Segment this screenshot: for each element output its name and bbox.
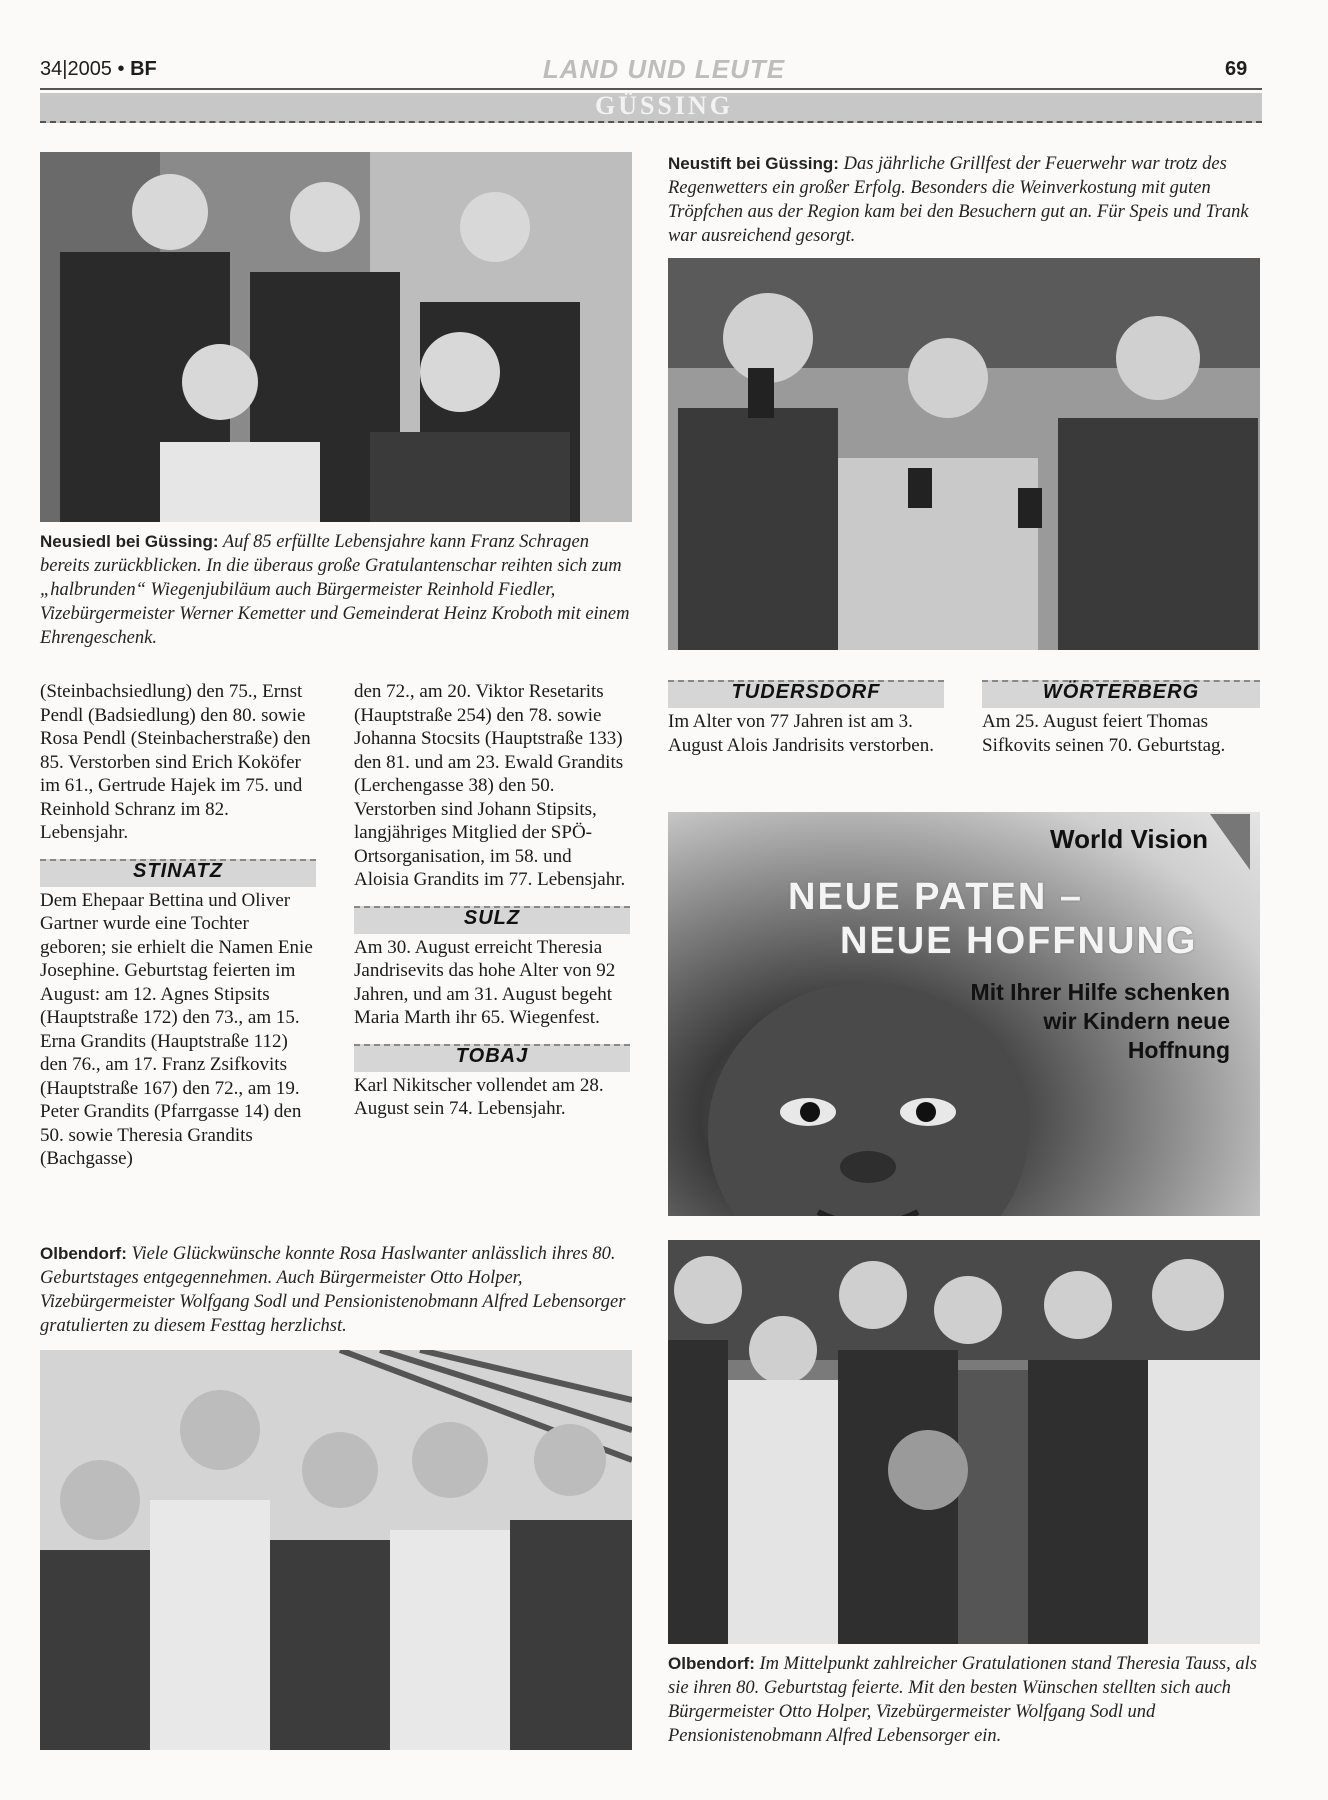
- col2-intro: den 72., am 20. Viktor Resetarits (Hauptstraße 254) den 78. sowie Johanna Stocsits (Hauptstraße 133) den 81. und am 23. Ewald Grandits (Lerchengasse 38) den 50. Verstorben sind Johann Stipsits, langjähriges Mitglied der SPÖ-Ortsorganisation, im 58. und Aloisia Grandits im 77. Lebensjahr.: [354, 681, 626, 890]
- photo-olbendorf-left: [40, 1350, 632, 1750]
- section-tudersdorf: [668, 674, 944, 706]
- caption-neustift-lead: Neustift bei Güssing:: [668, 154, 839, 173]
- caption-neusiedl-lead: Neusiedl bei Güssing:: [40, 532, 219, 551]
- column-4: [982, 674, 1260, 757]
- caption-olbendorf-left-text: Viele Glückwünsche konnte Rosa Haslwanter anlässlich ihres 80. Geburtstages entgegennehmen. Auch Bürgermeister Otto Holper, Vizebürgermeister Wolfgang Sodl und Pensionistenobmann Alfred Lebensorger gratulierten zu diesem Festtag herzlichst.: [40, 1244, 626, 1336]
- stinatz-text: Dem Ehepaar Bettina und Oliver Gartner wurde eine Tochter geboren; sie erhielt die Namen Enie Josephine. Geburtstag feierten im August: am 12. Agnes Stipsits (Hauptstraße 172) den 73., am 15. Erna Grandits (Hauptstraße 112) den 76., am 17. Franz Zsifkovits (Hauptstraße 167) den 72., am 19. Peter Grandits (Pfarrgasse 14) den 50. sowie Theresia Grandits (Bachgasse): [40, 889, 313, 1169]
- photo-neustift-image: [668, 258, 1260, 650]
- caption-neusiedl: [40, 530, 632, 650]
- world-vision-ad[interactable]: [668, 812, 1260, 1216]
- caption-olbendorf-left-lead: Olbendorf:: [40, 1244, 127, 1263]
- sulz-text: Am 30. August erreicht Theresia Jandrisevits das hohe Alter von 92 Jahren, und am 31. August begeht Maria Marth ihr 65. Wiegenfest.: [354, 936, 616, 1028]
- caption-neusiedl-text: Auf 85 erfüllte Lebensjahre kann Franz Schragen bereits zurückblicken. In die überaus große Gratulantenschar reihten sich zum „halbrunden“ Wiegenjubiläum auch Bürgermeister Reinhold Fiedler, Vizebürgermeister Werner Kemetter und Gemeinderat Heinz Kroboth mit einem Ehrengeschenk.: [40, 532, 630, 648]
- issue-number: 34|2005: [40, 58, 112, 80]
- column-2: [354, 680, 630, 1121]
- ad-headline-1: NEUE PATEN –: [788, 876, 1083, 918]
- issue-bullet: •: [117, 58, 125, 80]
- header-rule: [40, 88, 1262, 90]
- section-stinatz-title: STINATZ: [133, 859, 223, 882]
- caption-olbendorf-right: [668, 1652, 1260, 1748]
- section-title: LAND UND LEUTE: [542, 54, 786, 84]
- section-woerterberg-title: WÖRTERBERG: [1042, 681, 1200, 703]
- region-title: GÜSSING: [594, 91, 734, 120]
- photo-neustift: [668, 258, 1260, 650]
- caption-olbendorf-left: [40, 1242, 632, 1338]
- caption-olbendorf-right-text: Im Mittelpunkt zahlreicher Gratulationen stand Theresia Tauss, als sie ihren 80. Geburtstag feierte. Mit den besten Wünschen stellten sich auch Bürgermeister Otto Holper, Vizebürgermeister Wolfgang Sodl und Pensionistenobmann Alfred Lebensorger ein.: [668, 1654, 1257, 1746]
- world-vision-logo: World Vision: [1050, 824, 1208, 854]
- photo-olbendorf-left-image: [40, 1350, 632, 1750]
- photo-olbendorf-right-image: [668, 1240, 1260, 1644]
- caption-neustift-text: Das jährliche Grillfest der Feuerwehr war trotz des Regenwetters ein großer Erfolg. Besonders die Weinverkostung mit guten Tröpfchen aus der Region kam bei den Besuchern gut an. Für Speis und Trank war ausreichend gesorgt.: [668, 154, 1249, 246]
- section-tudersdorf-title: TUDERSDORF: [731, 681, 881, 703]
- column-1: [40, 680, 316, 1171]
- section-sulz: [354, 900, 630, 932]
- caption-olbendorf-right-lead: Olbendorf:: [668, 1654, 755, 1673]
- ad-headline-2: NEUE HOFFNUNG: [840, 920, 1198, 962]
- tobaj-text: Karl Nikitscher vollendet am 28. August sein 74. Lebensjahr.: [354, 1074, 604, 1119]
- photo-olbendorf-right: [668, 1240, 1260, 1644]
- section-tobaj: [354, 1038, 630, 1070]
- column-3: [668, 674, 944, 757]
- page-number: 69: [1225, 58, 1248, 80]
- paper-name: BF: [130, 58, 157, 80]
- section-tobaj-title: TOBAJ: [455, 1044, 529, 1067]
- photo-neusiedl: [40, 152, 632, 522]
- section-woerterberg: [982, 674, 1260, 706]
- caption-neustift: [668, 152, 1260, 248]
- world-vision-corner-mark: [1210, 814, 1250, 870]
- col1-intro: (Steinbachsiedlung) den 75., Ernst Pendl (Badsiedlung) den 80. sowie Rosa Pendl (Steinbacherstraße) den 85. Verstorben sind Erich Koköfer im 61., Gertrude Hajek im 75. und Reinhold Schranz im 82. Lebensjahr.: [40, 681, 311, 843]
- section-stinatz: [40, 853, 316, 885]
- woerterberg-text: Am 25. August feiert Thomas Sifkovits seinen 70. Geburtstag.: [982, 711, 1226, 756]
- photo-neusiedl-image: [40, 152, 632, 522]
- tudersdorf-text: Im Alter von 77 Jahren ist am 3. August Alois Jandrisits verstorben.: [668, 711, 934, 756]
- ad-subline: Mit Ihrer Hilfe schenken wir Kindern neue Hoffnung: [970, 979, 1230, 1063]
- section-sulz-title: SULZ: [463, 906, 521, 929]
